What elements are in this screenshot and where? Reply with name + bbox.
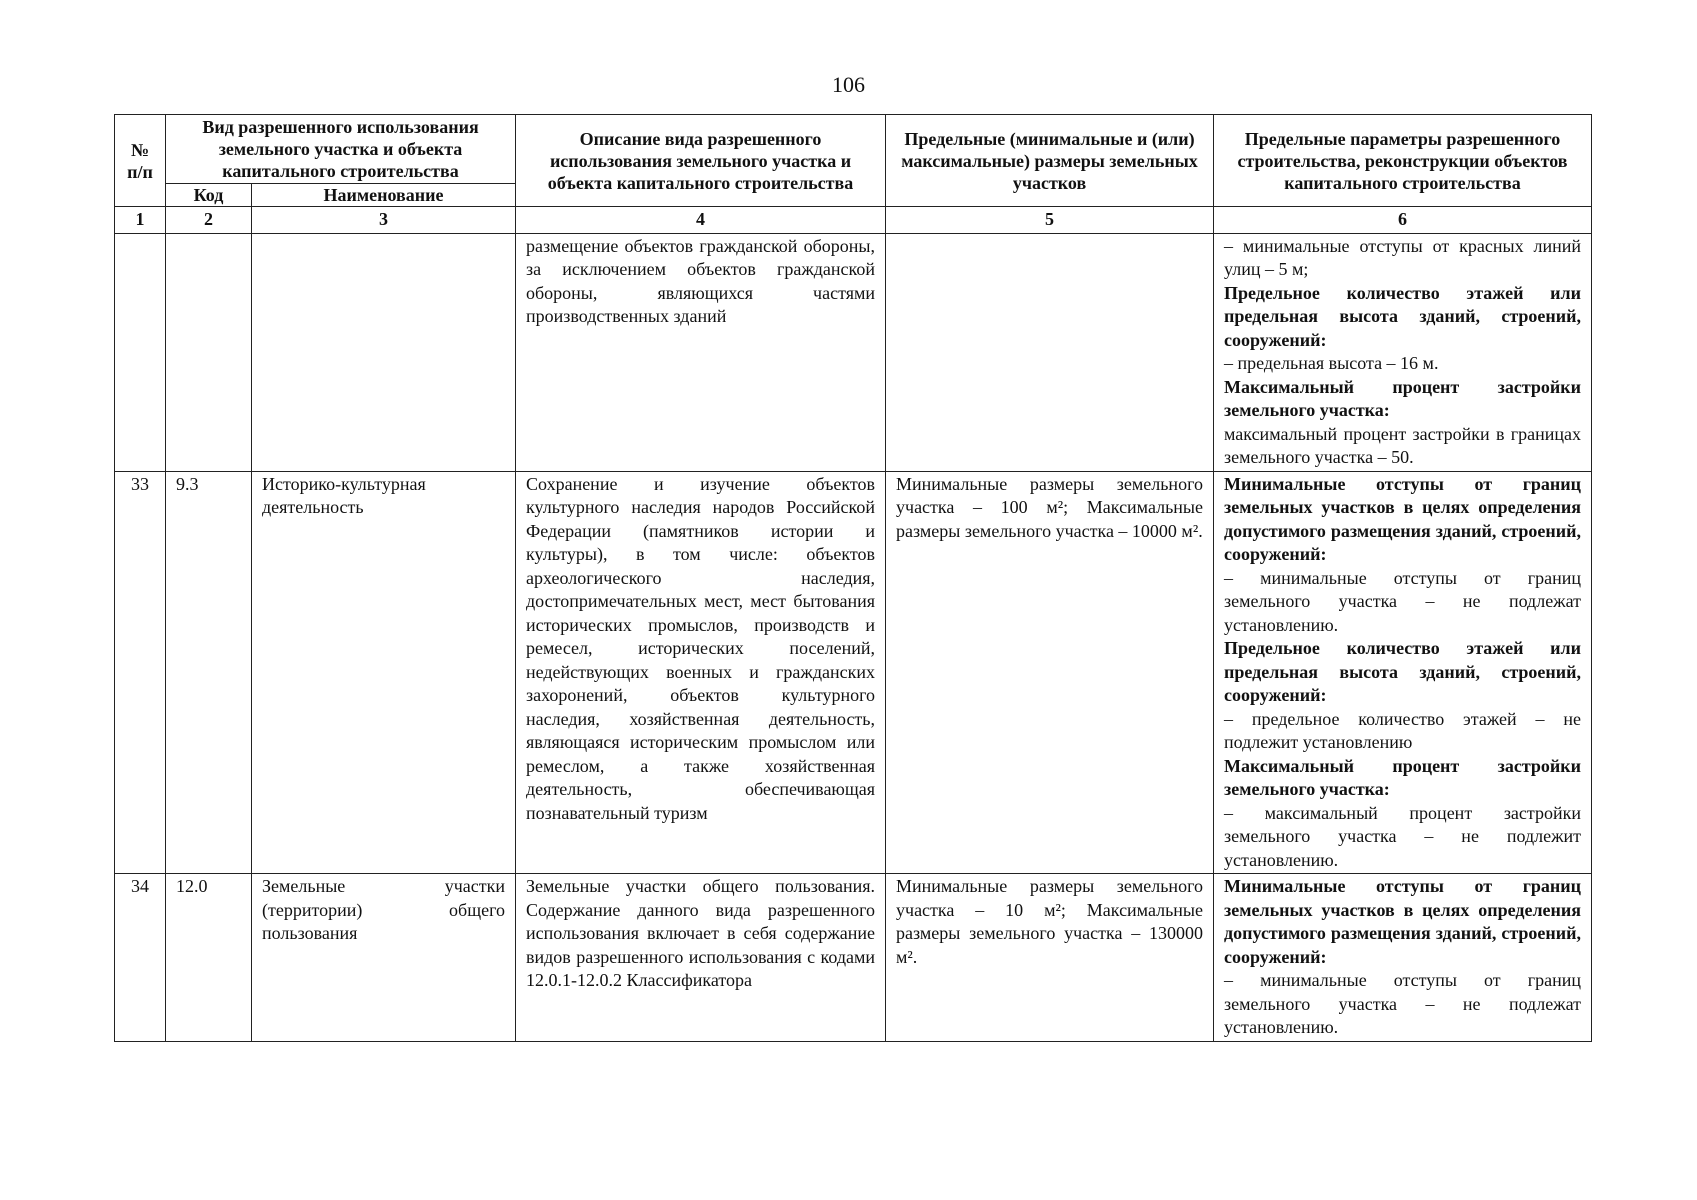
table-row — [115, 874, 1592, 1042]
param-text: – предельная высота – 16 м. — [1224, 353, 1439, 373]
row-name: Земельные участки (территории) общего пользования — [252, 874, 516, 1042]
row-number: 34 — [115, 874, 166, 1042]
header-description: Описание вида разрешенного использования земельного участка и объекта капитального строительства — [516, 115, 886, 207]
column-number: 5 — [886, 207, 1214, 234]
param-heading: Предельное количество этажей или предельная высота зданий, строений, сооружений: — [1224, 638, 1582, 705]
header-row — [115, 115, 1592, 184]
column-number: 1 — [115, 207, 166, 234]
row-description: Сохранение и изучение объектов культурного наследия народов Российской Федерации (памятников истории и культуры), в том числе: объектов археологического наследия, достопримечательных мест, мест бытования исторических промыслов, производств и ремесел, исторических поселений, недействующих военных и гражданских захоронений, объектов культурного наследия, хозяйственная деятельность, являющаяся историческим промыслом или ремеслом, а также хозяйственная деятельность, обеспечивающая познавательный туризм — [516, 471, 886, 874]
param-text: – максимальный процент застройки земельного участка – не подлежит установлению. — [1224, 802, 1582, 870]
row-plot-sizes — [886, 233, 1214, 471]
param-text: – минимальные отступы от границ земельного участка – не подлежат установлению. — [1224, 567, 1582, 635]
header-plot-sizes: Предельные (минимальные и (или) максимальные) размеры земельных участков — [886, 115, 1214, 207]
row-params — [1214, 874, 1592, 1042]
row-description: размещение объектов гражданской обороны, за исключением объектов гражданской обороны, являющихся частями производственных зданий — [516, 233, 886, 471]
param-heading: Предельное количество этажей или предельная высота зданий, строений, сооружений: — [1224, 282, 1582, 350]
param-text: – предельное количество этажей – не подлежит установлению — [1224, 708, 1582, 752]
param-text: – минимальные отступы от границ земельного участка – не подлежат установлению. — [1224, 970, 1582, 1037]
row-params — [1214, 471, 1592, 874]
header-number: № п/п — [115, 115, 166, 207]
param-text: – минимальные отступы от красных линий улиц – 5 м; — [1224, 235, 1582, 279]
row-plot-sizes: Минимальные размеры земельного участка – 10 м²; Максимальные размеры земельного участка – 130000 м². — [886, 874, 1214, 1042]
param-text: максимальный процент застройки в границах земельного участка – 50. — [1224, 423, 1582, 467]
param-heading: Максимальный процент застройки земельного участка: — [1224, 755, 1582, 799]
column-number: 3 — [252, 207, 516, 234]
row-code: 9.3 — [166, 471, 252, 874]
regulations-table — [114, 114, 1592, 1042]
row-name: Историко-культурная деятельность — [252, 471, 516, 874]
page-number: 106 — [832, 72, 865, 97]
header-name: Наименование — [252, 184, 516, 207]
param-heading: Максимальный процент застройки земельного участка: — [1224, 376, 1582, 420]
row-code: 12.0 — [166, 874, 252, 1042]
header-use-type: Вид разрешенного использования земельного участка и объекта капитального строительства — [166, 115, 516, 184]
row-number — [115, 233, 166, 471]
column-number: 4 — [516, 207, 886, 234]
table-row — [115, 471, 1592, 874]
row-number: 33 — [115, 471, 166, 874]
header-construction-params: Предельные параметры разрешенного строительства, реконструкции объектов капитального строительства — [1214, 115, 1592, 207]
row-plot-sizes: Минимальные размеры земельного участка – 100 м²; Максимальные размеры земельного участка – 10000 м². — [886, 471, 1214, 874]
table-row — [115, 233, 1592, 471]
column-numbers-row — [115, 207, 1592, 234]
param-heading: Минимальные отступы от границ земельных участков в целях определения допустимого размещения зданий, строений, сооружений: — [1224, 473, 1582, 564]
header-code: Код — [166, 184, 252, 207]
row-params — [1214, 233, 1592, 471]
row-description: Земельные участки общего пользования. Содержание данного вида разрешенного использования включает в себя содержание видов разрешенного использования с кодами 12.0.1-12.0.2 Классификатора — [516, 874, 886, 1042]
row-code — [166, 233, 252, 471]
param-heading: Минимальные отступы от границ земельных участков в целях определения допустимого размещения зданий, строений, сооружений: — [1224, 876, 1582, 967]
column-number: 6 — [1214, 207, 1592, 234]
row-name — [252, 233, 516, 471]
column-number: 2 — [166, 207, 252, 234]
